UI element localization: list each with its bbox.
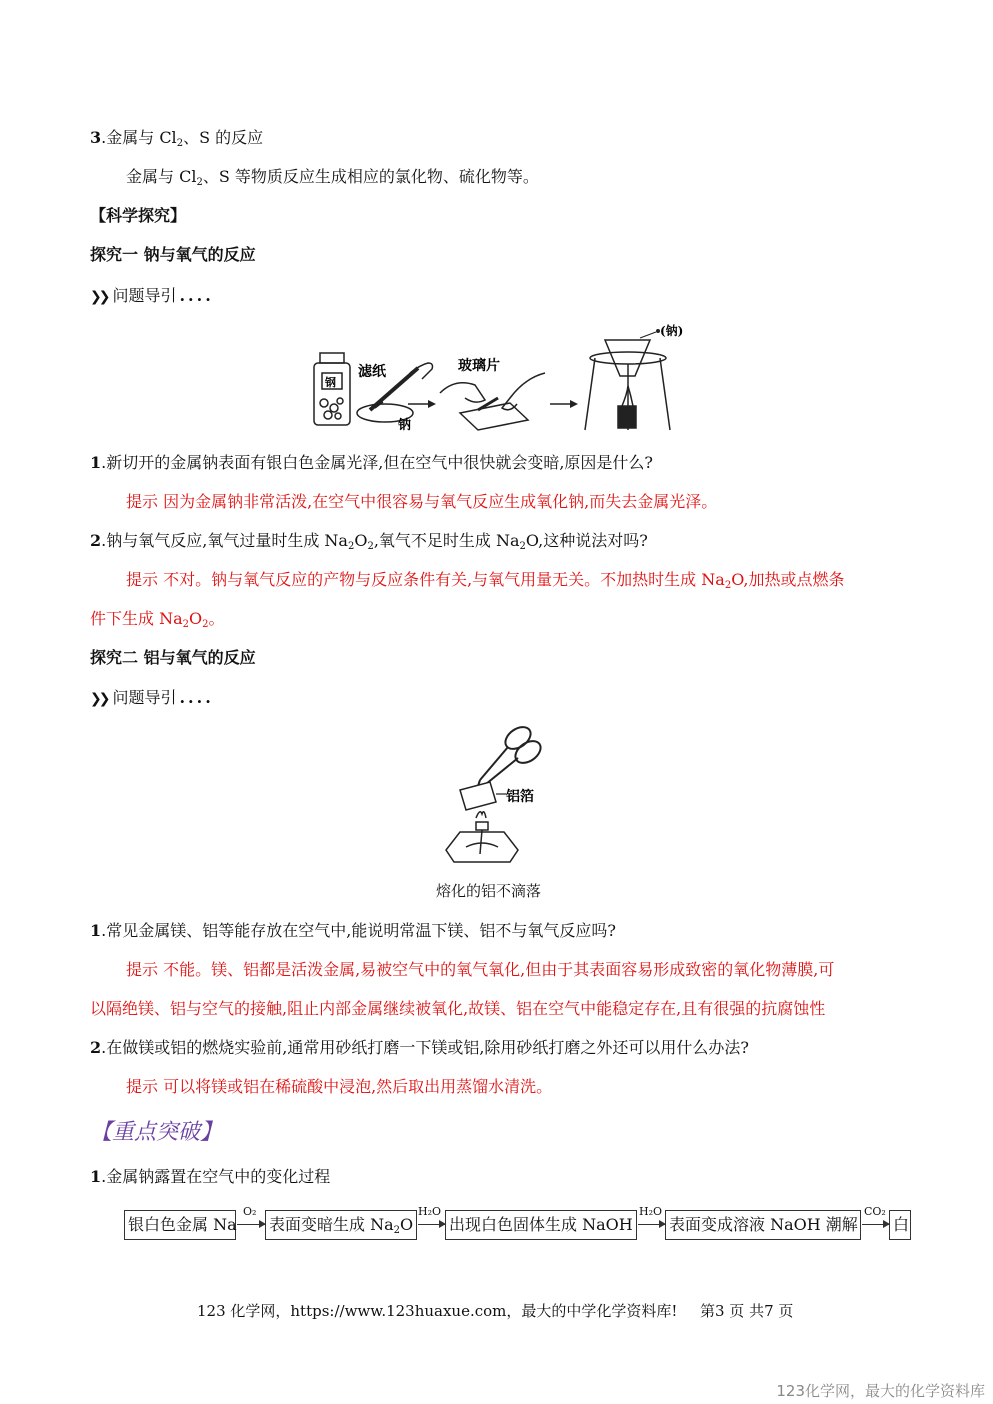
question-2: 2.钠与氧气反应,氧气过量时生成 $Na_2O_2$,氧气不足时生成 $Na_2O$,这种说法对吗? (90, 531, 648, 552)
science-title: 【科学探究】 (90, 206, 187, 225)
sodium-paren-label: (钠) (660, 324, 684, 338)
aluminum-foil-figure (440, 722, 550, 868)
glass-label: 玻璃片 (458, 358, 500, 374)
question-4: 2.在做镁或铝的燃烧实验前,通常用砂纸打磨一下镁或铝,除用砂纸打磨之外还可以用什么办法? (90, 1038, 749, 1057)
explore2-title: 探究二 铝与氧气的反应 (90, 648, 256, 667)
question-3: 1.常见金属镁、铝等能存放在空气中,能说明常温下镁、铝不与氧气反应吗? (90, 921, 616, 940)
flow-box-1: 银白色金属 Na (124, 1210, 236, 1240)
foil-piece-icon (460, 782, 496, 810)
filter-paper-label: 滤纸 (358, 364, 386, 380)
key-item-1: 1.金属钠露置在空气中的变化过程 (90, 1167, 331, 1186)
flow-arrow-3 (638, 1224, 665, 1225)
footer-text: 123 化学网，https://www.123huaxue.com，最大的中学化学资料库! (197, 1302, 678, 1320)
question-1: 1.新切开的金属钠表面有银白色金属光泽,但在空气中很快就会变暗,原因是什么? (90, 453, 653, 472)
answer-4: 提示 可以将镁或铝在稀硫酸中浸泡,然后取出用蒸馏水清洗。 (126, 1077, 553, 1096)
section3-body: 金属与 $Cl_2$、S 等物质反应生成相应的氯化物、硫化物等。 (126, 167, 539, 188)
flow-arrow-2 (418, 1224, 445, 1225)
explore1-title: 探究一 钠与氧气的反应 (90, 245, 256, 264)
glass-slide-hands-icon (440, 373, 545, 430)
reagent-bottle-icon (314, 353, 350, 425)
flow-arrow-2-label: H₂O (418, 1205, 442, 1218)
key-title: 【重点突破】 (90, 1120, 223, 1145)
flow-arrow-1-label: O₂ (243, 1205, 257, 1218)
flow-arrow-4 (862, 1224, 889, 1225)
alcohol-lamp-icon (446, 812, 518, 862)
flow-box-4: 表面变成溶液 NaOH 潮解 (665, 1210, 861, 1240)
flow-arrow-1 (237, 1224, 265, 1225)
guide-2: ❯❯ 问题导引 .... (90, 687, 214, 710)
answer-1: 提示 因为金属钠非常活泼,在空气中很容易与氧气反应生成氧化钠,而失去金属光泽。 (126, 492, 718, 511)
sodium-label: 钠 (398, 418, 412, 433)
crucible-tripod-icon (585, 340, 670, 430)
flow-arrow-3-label: H₂O (639, 1205, 663, 1218)
foil-label: 铝箔 (506, 789, 534, 805)
answer-2-line1: 提示 不对。钠与氧气反应的产物与反应条件有关,与氧气用量无关。不加热时生成 $Na_2O$,加热或点燃条 (126, 570, 845, 591)
figure-caption: 熔化的铝不滴落 (436, 882, 542, 900)
answer-2-line2: 件下生成 $Na_2O_2$。 (90, 609, 225, 630)
double-chevron-icon: ❯❯ (90, 289, 108, 305)
answer-3-line2: 以隔绝镁、铝与空气的接触,阻止内部金属继续被氧化,故镁、铝在空气中能稳定存在,且有很强的抗腐蚀性 (90, 999, 826, 1018)
page-number: 第3 页 共7 页 (700, 1302, 794, 1320)
answer-3-line1: 提示 不能。镁、铝都是活泼金属,易被空气中的氧气氧化,但由于其表面容易形成致密的氧化物薄膜,可 (126, 960, 835, 979)
guide-1: ❯❯ 问题导引 .... (90, 285, 214, 308)
flow-box-3: 出现白色固体生成 NaOH (445, 1210, 637, 1240)
double-chevron-icon: ❯❯ (90, 691, 108, 707)
flow-box-5: 白 (889, 1210, 911, 1240)
watermark: 123化学网，最大的化学资料库 (776, 1382, 985, 1400)
section3-heading: 3.金属与 $Cl_2$、S 的反应 (90, 128, 264, 149)
flow-arrow-4-label: CO₂ (864, 1205, 886, 1218)
bottle-label: 钢 (325, 376, 336, 389)
flow-box-2: 表面变暗生成 $Na_2O$ (265, 1210, 417, 1240)
sodium-experiment-figure (300, 318, 700, 443)
